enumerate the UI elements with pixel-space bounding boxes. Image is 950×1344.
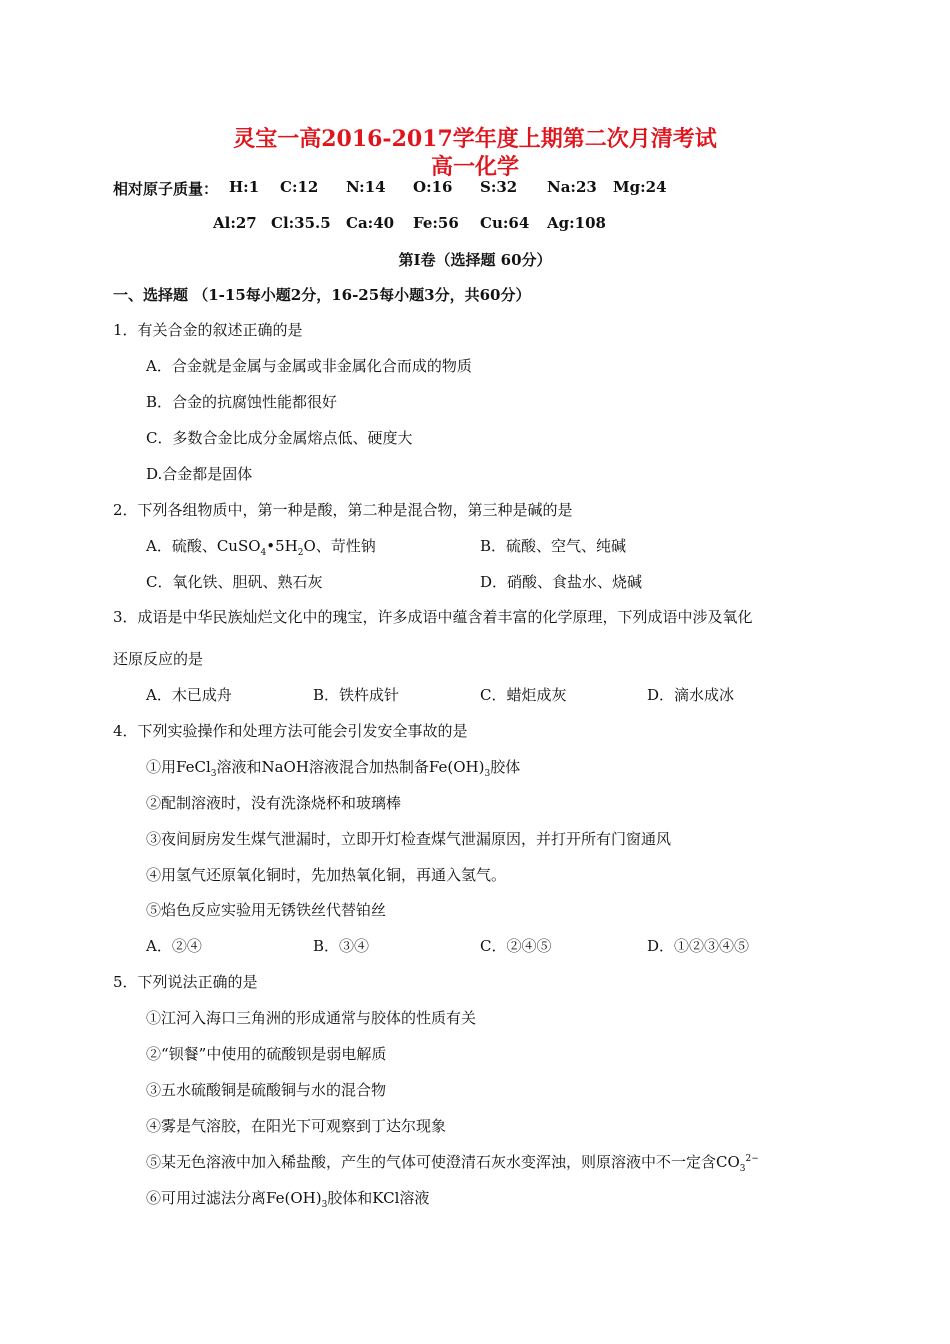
atomic-mass-al: Al:27: [213, 214, 257, 232]
question-1-option-b: B．合金的抗腐蚀性能都很好: [146, 393, 338, 411]
question-5-stem: 5．下列说法正确的是: [113, 973, 258, 991]
question-3-option-a: A．木已成舟: [146, 686, 232, 704]
atomic-mass-s: S:32: [480, 178, 518, 196]
question-5-item-5: ⑤某无色溶液中加入稀盐酸，产生的气体可使澄清石灰水变浑浊，则原溶液中不一定含$CO_3^{2-}$: [146, 1153, 759, 1174]
question-5-item-6: ⑥可用过滤法分离$Fe(OH)_3$胶体和KCl溶液: [146, 1189, 430, 1210]
question-4-option-d: D．①②③④⑤: [647, 937, 750, 955]
atomic-mass-ag: Ag:108: [547, 214, 606, 232]
exam-title: 灵宝一高2016-2017学年度上期第二次月清考试: [233, 126, 717, 152]
question-4-item-3: ③夜间厨房发生煤气泄漏时，立即开灯检查煤气泄漏原因，并打开所有门窗通风: [146, 830, 672, 848]
question-5-item-1: ①江河入海口三角洲的形成通常与胶体的性质有关: [146, 1009, 477, 1027]
question-4-item-1: ①用FeCl$_3$溶液和NaOH溶液混合加热制备$Fe(OH)_3$胶体: [146, 758, 521, 779]
question-1-option-a: A．合金就是金属与金属或非金属化合而成的物质: [146, 357, 472, 375]
question-4-option-b: B．③④: [313, 937, 370, 955]
atomic-mass-cu: Cu:64: [480, 214, 530, 232]
question-2-option-b: B．硫酸、空气、纯碱: [480, 537, 627, 555]
atomic-mass-na: Na:23: [547, 178, 597, 196]
atomic-mass-mg: Mg:24: [613, 178, 667, 196]
question-4-item-4: ④用氢气还原氧化铜时，先加热氧化铜，再通入氢气。: [146, 866, 507, 884]
atomic-mass-fe: Fe:56: [413, 214, 459, 232]
question-4-item-5: ⑤焰色反应实验用无锈铁丝代替铂丝: [146, 901, 387, 919]
question-1-stem: 1．有关合金的叙述正确的是: [113, 321, 303, 339]
part-title: 第Ⅰ卷（选择题 60分）: [398, 251, 552, 269]
atomic-mass-cl: Cl:35.5: [271, 214, 331, 232]
exam-subtitle: 高一化学: [430, 154, 519, 180]
question-2-option-a: A．硫酸、$CuSO_4•5H_2O$、苛性钠: [146, 537, 376, 558]
section-heading: 一、选择题 （1-15每小题2分，16-25每小题3分，共60分）: [113, 286, 531, 304]
question-2-option-c: C．氧化铁、胆矾、熟石灰: [146, 573, 323, 591]
question-4-option-a: A．②④: [146, 937, 202, 955]
question-2-option-d: D．硝酸、食盐水、烧碱: [480, 573, 643, 591]
question-5-item-3: ③五水硫酸铜是硫酸铜与水的混合物: [146, 1081, 387, 1099]
question-3-option-d: D．滴水成冰: [647, 686, 735, 704]
atomic-mass-h: H:1: [229, 178, 260, 196]
atomic-mass-c: C:12: [280, 178, 319, 196]
question-4-item-2: ②配制溶液时，没有洗涤烧杯和玻璃棒: [146, 794, 402, 812]
atomic-mass-n: N:14: [346, 178, 386, 196]
question-3-option-c: C．蜡炬成灰: [480, 686, 567, 704]
question-4-stem: 4．下列实验操作和处理方法可能会引发安全事故的是: [113, 722, 468, 740]
question-3-stem-line2: 还原反应的是: [113, 650, 204, 668]
question-1-option-c: C．多数合金比成分金属熔点低、硬度大: [146, 429, 413, 447]
atomic-mass-ca: Ca:40: [346, 214, 395, 232]
question-1-option-d: D.合金都是固体: [146, 465, 253, 483]
question-5-item-4: ④雾是气溶胶，在阳光下可观察到丁达尔现象: [146, 1117, 447, 1135]
atomic-mass-label: 相对原子质量：: [113, 180, 219, 198]
atomic-mass-o: O:16: [413, 178, 453, 196]
question-5-item-2: ②“钡餐”中使用的硫酸钡是弱电解质: [146, 1045, 387, 1063]
question-4-option-c: C．②④⑤: [480, 937, 552, 955]
question-2-stem: 2．下列各组物质中，第一种是酸，第二种是混合物，第三种是碱的是: [113, 501, 573, 519]
question-3-option-b: B．铁杵成针: [313, 686, 400, 704]
question-3-stem-line1: 3．成语是中华民族灿烂文化中的瑰宝，许多成语中蕴含着丰富的化学原理，下列成语中涉及氧化: [113, 608, 753, 626]
